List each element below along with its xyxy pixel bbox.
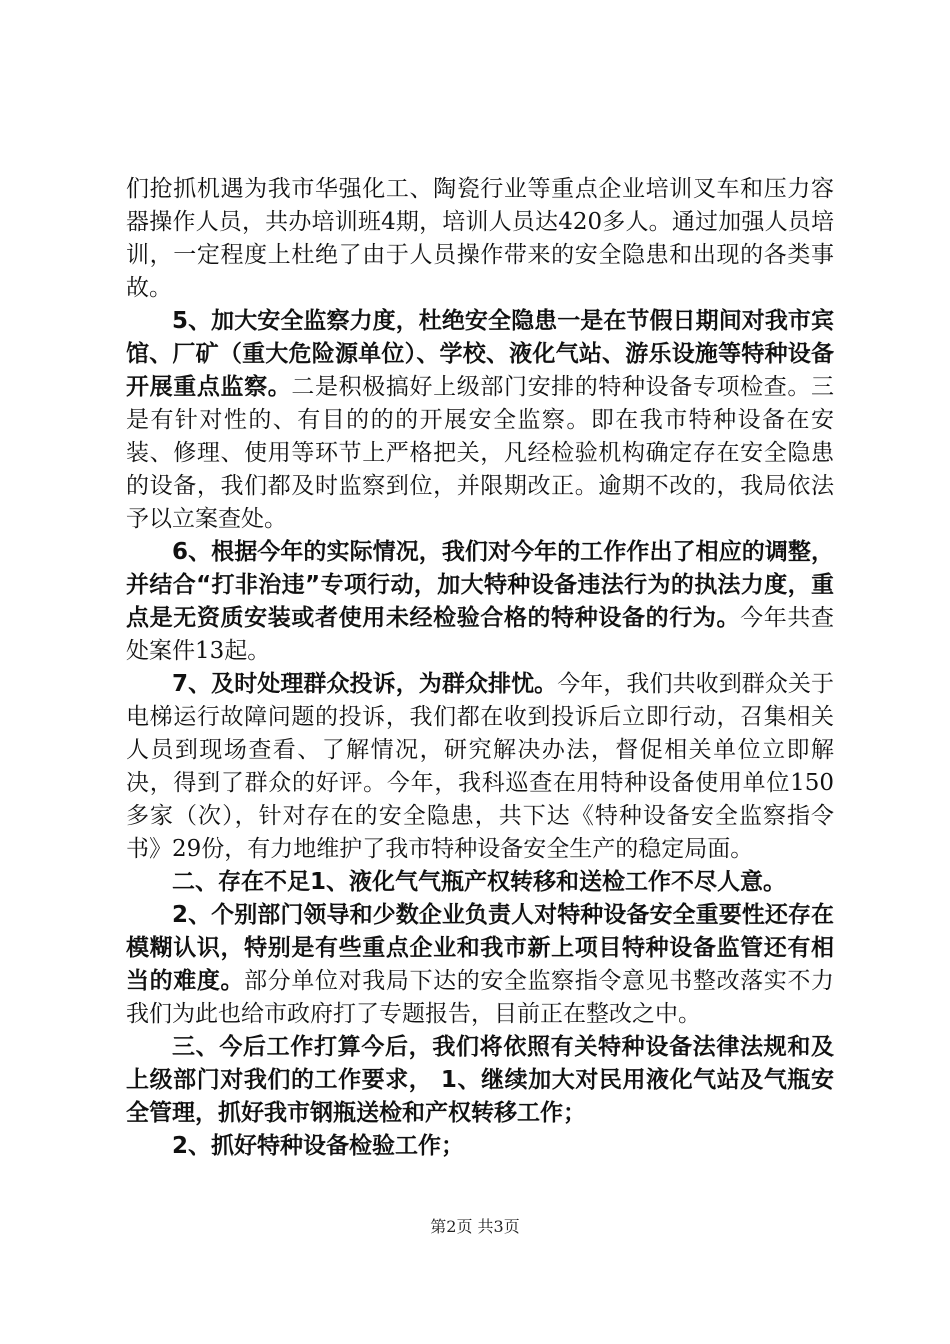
paragraph-4 xyxy=(126,668,834,866)
paragraph-1-text: 们抢抓机遇为我市华强化工、陶瓷行业等重点企业培训叉车和压力容器操作人员，共办培训班4期，培训人员达420多人。通过加强人员培训，一定程度上杜绝了由于人员操作带来的安全隐患和出现的各类事故。 xyxy=(126,176,834,301)
paragraph-2 xyxy=(126,305,834,536)
paragraph-3-lead: 6、根据今年的实际情况，我们对今年的工作作出了相应的调整，并结合“打非治违”专项行动，加大特种设备违法行为的执法力度，重点是无资质安装或者使用未经检验合格的特种设备的行为。 xyxy=(126,539,834,631)
page-number-footer: 第2页 共3页 xyxy=(430,1217,520,1236)
paragraph-8-lead: 2、抓好特种设备检验工作； xyxy=(172,1133,465,1159)
document-body xyxy=(126,173,834,1163)
paragraph-1 xyxy=(126,173,834,305)
paragraph-6-text: 部分单位对我局下达的安全监察指令意见书整改落实不力我们为此也给市政府打了专题报告，目前正在整改之中。 xyxy=(126,968,835,1027)
paragraph-2-lead: 5、加大安全监察力度，杜绝安全隐患一是在节假日期间对我市宾馆、厂矿（重大危险源单位）、学校、液化气站、游乐设施等特种设备开展重点监察。 xyxy=(126,308,834,400)
paragraph-3-text: 今年共查处案件13起。 xyxy=(126,605,835,664)
paragraph-4-text: 今年，我们共收到群众关于电梯运行故障问题的投诉，我们都在收到投诉后立即行动，召集相关人员到现场查看、了解情况，研究解决办法，督促相关单位立即解决，得到了群众的好评。今年，我科巡查在用特种设备使用单位150多家（次），针对存在的安全隐患，共下达《特种设备安全监察指令书》29份，有力地维护了我市特种设备安全生产的稳定局面。 xyxy=(126,671,834,862)
paragraph-5-lead: 二、存在不足1、液化气气瓶产权转移和送检工作不尽人意。 xyxy=(172,869,787,895)
paragraph-3 xyxy=(126,536,834,668)
paragraph-4-lead: 7、及时处理群众投诉，为群众排忧。 xyxy=(172,671,558,697)
paragraph-5 xyxy=(126,866,834,899)
paragraph-2-text: 二是积极搞好上级部门安排的特种设备专项检查。三是有针对性的、有目的的的开展安全监察。即在我市特种设备在安装、修理、使用等环节上严格把关，凡经检验机构确定存在安全隐患的设备，我们都及时监察到位，并限期改正。逾期不改的，我局依法予以立案查处。 xyxy=(126,374,835,532)
paragraph-8 xyxy=(126,1130,834,1163)
paragraph-6-lead: 2、个别部门领导和少数企业负责人对特种设备安全重要性还存在模糊认识，特别是有些重点企业和我市新上项目特种设备监管还有相当的难度。 xyxy=(126,902,834,994)
paragraph-7 xyxy=(126,1031,834,1130)
paragraph-7-lead: 三、今后工作打算今后，我们将依照有关特种设备法律法规和及上级部门对我们的工作要求， 1、继续加大对民用液化气站及气瓶安全管理，抓好我市钢瓶送检和产权转移工作； xyxy=(126,1034,834,1126)
paragraph-6 xyxy=(126,899,834,1031)
